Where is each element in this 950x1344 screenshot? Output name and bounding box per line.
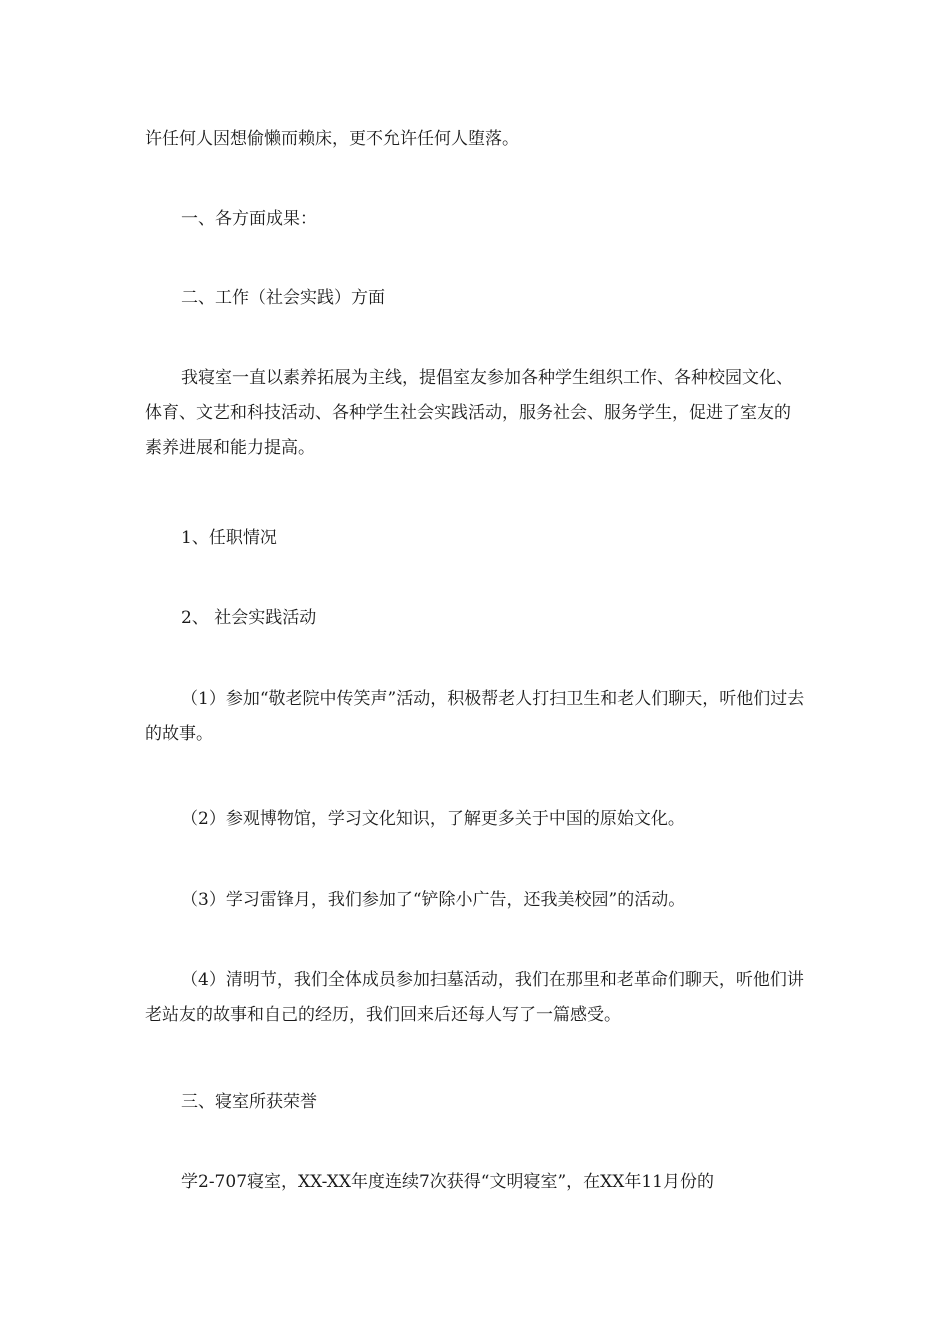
activity-qingming: （4）清明节，我们全体成员参加扫墓活动，我们在那里和老革命们聊天，听他们讲老站友的故事和自己的经历，我们回来后还每人写了一篇感受。 [145, 970, 804, 1025]
activity-nursing-home: （1）参加“敬老院中传笑声”活动，积极帮老人打扫卫生和老人们聊天，听他们过去的故事。 [145, 689, 805, 744]
paragraph-quality-development: 我寝室一直以素养拓展为主线，提倡室友参加各种学生组织工作、各种校园文化、体育、文艺和科技活动、各种学生社会实践活动，服务社会、服务学生，促进了室友的素养进展和能力提高。 [145, 368, 793, 458]
item-position: 1、任职情况 [181, 528, 277, 548]
paragraph-honors: 学2-707寝室，XX-XX年度连续7次获得“文明寝室”，在XX年11月份的 [181, 1172, 714, 1192]
activity-leifeng: （3）学习雷锋月，我们参加了“铲除小广告，还我美校园”的活动。 [181, 890, 686, 910]
heading-achievements: 一、各方面成果： [181, 209, 317, 229]
heading-honors: 三、寝室所获荣誉 [181, 1092, 317, 1112]
paragraph-continuation: 许任何人因想偷懒而赖床，更不允许任何人堕落。 [145, 129, 519, 149]
heading-work-practice: 二、工作（社会实践）方面 [181, 288, 385, 308]
activity-museum: （2）参观博物馆，学习文化知识，了解更多关于中国的原始文化。 [181, 809, 685, 829]
item-social-practice: 2、 社会实践活动 [181, 608, 317, 628]
